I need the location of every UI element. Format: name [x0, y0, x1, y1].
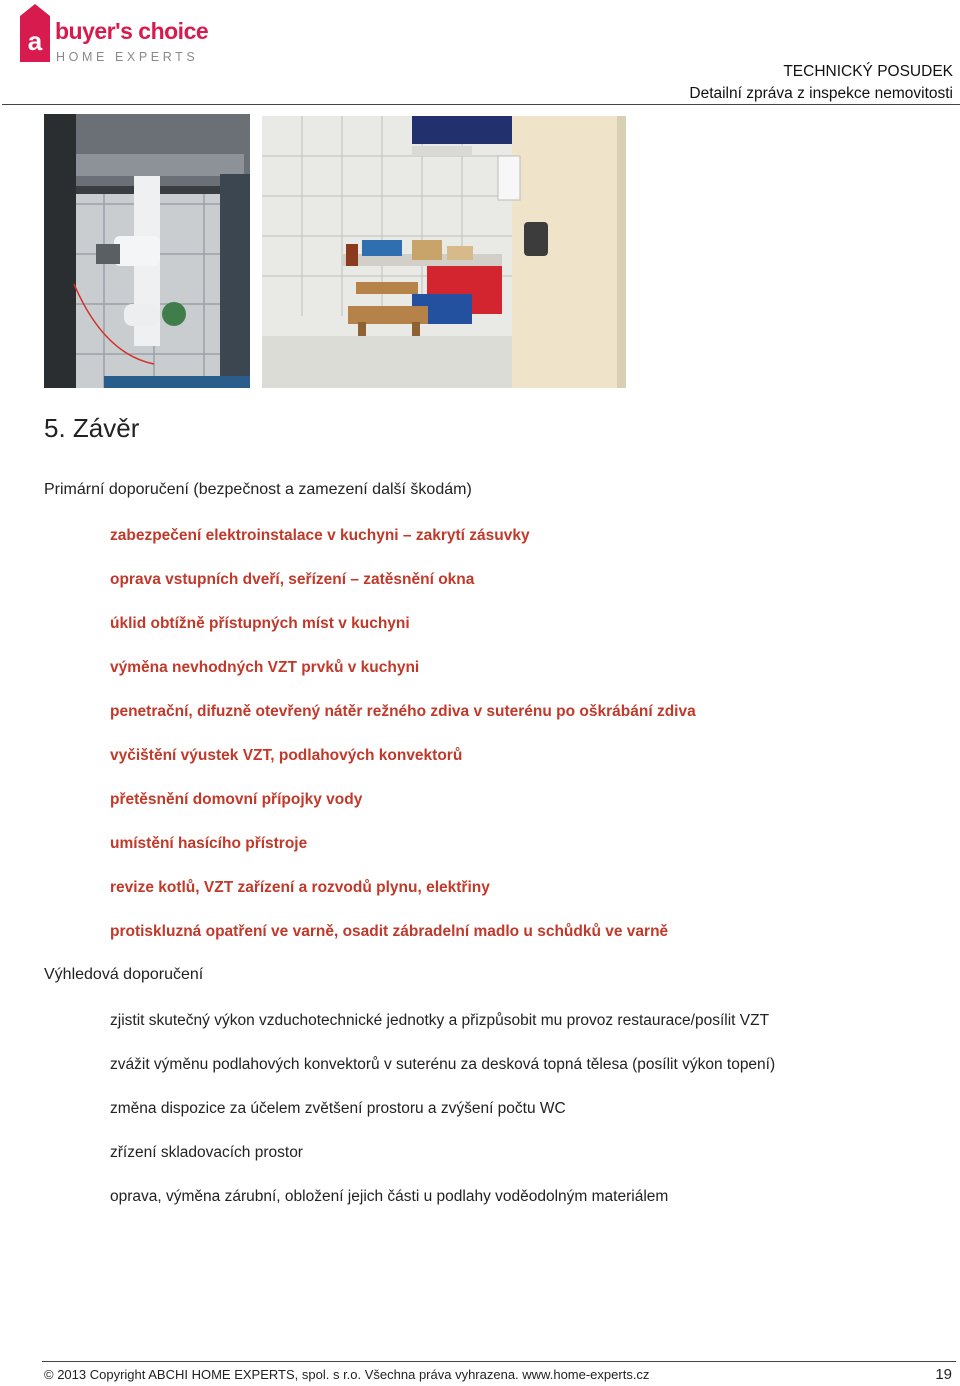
logo-subtitle: HOME EXPERTS [56, 50, 199, 64]
page-number: 19 [935, 1366, 952, 1383]
list-item: oprava, výměna zárubní, obložení jejich části u podlahy voděodolným materiálem [110, 1188, 669, 1205]
list-item: zřízení skladovacích prostor [110, 1144, 303, 1161]
list-item: zvážit výměnu podlahových konvektorů v suterénu za desková topná tělesa (posílit výkon topení) [110, 1056, 776, 1073]
list-item: revize kotlů, VZT zařízení a rozvodů plynu, elektřiny [110, 879, 490, 896]
list-item: umístění hasícího přístroje [110, 835, 308, 852]
list-item: úklid obtížně přístupných míst v kuchyni [110, 615, 410, 632]
footer-divider [42, 1361, 956, 1362]
primary-recommendations-label: Primární doporučení (bezpečnost a zamezení další škodám) [44, 481, 472, 498]
secondary-recommendations-label: Výhledová doporučení [44, 966, 204, 983]
list-item: výměna nevhodných VZT prvků v kuchyni [110, 659, 420, 676]
logo-brand-text: buyer's choice [55, 18, 209, 44]
list-item: vyčištění výustek VZT, podlahových konvektorů [110, 747, 463, 764]
list-item: penetrační, difuzně otevřený nátěr režného zdiva v suterénu po oškrábání zdiva [110, 703, 696, 720]
primary-recommendations-list [110, 526, 696, 966]
secondary-recommendations-list [110, 1011, 775, 1231]
list-item: zjistit skutečný výkon vzduchotechnické jednotky a přizpůsobit mu provoz restaurace/posílit VZT [110, 1012, 770, 1029]
header-divider [2, 104, 960, 105]
list-item: přetěsnění domovní přípojky vody [110, 791, 363, 808]
photo-sink-drain [44, 114, 250, 388]
footer-copyright: © 2013 Copyright ABCHI HOME EXPERTS, spol. s r.o. Všechna práva vyhrazena. www.home-experts.cz [44, 1367, 650, 1382]
document-header [689, 61, 953, 105]
list-item: protiskluzná opatření ve varně, osadit zábradelní madlo u schůdků ve varně [110, 923, 669, 940]
list-item: změna dispozice za účelem zvětšení prostoru a zvýšení počtu WC [110, 1100, 566, 1117]
house-logo-icon [20, 4, 50, 62]
list-item: zabezpečení elektroinstalace v kuchyni – zakrytí zásuvky [110, 527, 530, 544]
document-subtitle: Detailní zpráva z inspekce nemovitosti [689, 85, 953, 102]
company-logo [20, 4, 209, 64]
section-title: 5. Závěr [44, 413, 140, 443]
photo-kitchen-corner [262, 116, 626, 388]
document-title: TECHNICKÝ POSUDEK [783, 63, 953, 80]
logo-mark: a [27, 26, 43, 56]
list-item: oprava vstupních dveří, seřízení – zatěsnění okna [110, 571, 475, 588]
